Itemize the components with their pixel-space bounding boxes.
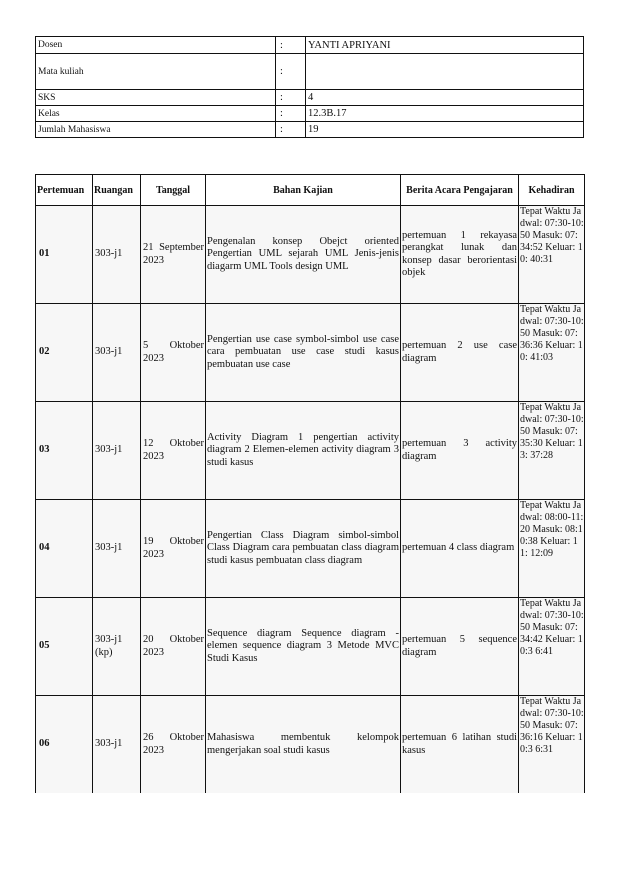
table-row — [36, 402, 585, 500]
table-row — [36, 206, 585, 304]
cell-berita-acara: pertemuan 3 activity diagram — [401, 402, 519, 500]
separator: : — [276, 54, 306, 90]
cell-ruangan: 303-j1 (kp) — [93, 598, 141, 696]
cell-ruangan: 303-j1 — [93, 304, 141, 402]
header-bahan-kajian: Bahan Kajian — [206, 175, 401, 206]
cell-kehadiran: Tepat Waktu Jadwal: 07:30-10:50 Masuk: 07: 36:36 Keluar: 10: 41:03 — [519, 304, 585, 402]
cell-bahan-kajian: Pengenalan konsep Obejct oriented Pengertian UML sejarah UML Jenis-jenis diagarm UML Tools design UML — [206, 206, 401, 304]
kelas-value: 12.3B.17 — [306, 106, 584, 122]
cell-berita-acara: pertemuan 2 use case diagram — [401, 304, 519, 402]
cell-berita-acara: pertemuan 5 sequence diagram — [401, 598, 519, 696]
separator: : — [276, 106, 306, 122]
cell-berita-acara: pertemuan 6 latihan studi kasus — [401, 696, 519, 794]
jumlah-label: Jumlah Mahasiswa — [36, 122, 276, 138]
separator: : — [276, 122, 306, 138]
info-row-kelas — [36, 106, 584, 122]
header-kehadiran: Kehadiran — [519, 175, 585, 206]
kelas-label: Kelas — [36, 106, 276, 122]
info-row-jumlah — [36, 122, 584, 138]
cell-ruangan: 303-j1 — [93, 696, 141, 794]
header-ruangan: Ruangan — [93, 175, 141, 206]
cell-tanggal: 19 Oktober 2023 — [141, 500, 206, 598]
cell-kehadiran: Tepat Waktu Jadwal: 08:00-11:20 Masuk: 08:1 0:38 Keluar: 11: 12:09 — [519, 500, 585, 598]
header-pertemuan: Pertemuan — [36, 175, 93, 206]
cell-pertemuan: 06 — [36, 696, 93, 794]
cell-bahan-kajian: Activity Diagram 1 pengertian activity diagram 2 Elemen-elemen activity diagram 3 studi kasus — [206, 402, 401, 500]
cell-tanggal: 26 Oktober 2023 — [141, 696, 206, 794]
sks-label: SKS — [36, 90, 276, 106]
sks-value: 4 — [306, 90, 584, 106]
matkul-value — [306, 54, 584, 90]
table-row — [36, 304, 585, 402]
separator: : — [276, 37, 306, 54]
table-row — [36, 598, 585, 696]
cell-bahan-kajian: Pengertian use case symbol-simbol use case cara pembuatan use case studi kasus pembuatan use case — [206, 304, 401, 402]
cell-kehadiran: Tepat Waktu Jadwal: 07:30-10:50 Masuk: 07: 36:16 Keluar: 10:3 6:31 — [519, 696, 585, 794]
info-row-matkul — [36, 54, 584, 90]
table-row — [36, 696, 585, 794]
cell-pertemuan: 04 — [36, 500, 93, 598]
cell-ruangan: 303-j1 — [93, 402, 141, 500]
separator: : — [276, 90, 306, 106]
cell-berita-acara: pertemuan 1 rekayasa perangkat lunak dan konsep dasar berorientasi objek — [401, 206, 519, 304]
table-row — [36, 500, 585, 598]
cell-pertemuan: 02 — [36, 304, 93, 402]
dosen-label: Dosen — [36, 37, 276, 54]
course-info-table — [35, 36, 584, 138]
header-tanggal: Tanggal — [141, 175, 206, 206]
cell-ruangan: 303-j1 — [93, 500, 141, 598]
cell-tanggal: 5 Oktober 2023 — [141, 304, 206, 402]
cell-tanggal: 12 Oktober 2023 — [141, 402, 206, 500]
cell-pertemuan: 05 — [36, 598, 93, 696]
info-row-dosen — [36, 37, 584, 54]
cell-ruangan: 303-j1 — [93, 206, 141, 304]
attendance-table — [35, 174, 585, 793]
cell-bahan-kajian: Mahasiswa membentuk kelompok mengerjakan soal studi kasus — [206, 696, 401, 794]
dosen-value: YANTI APRIYANI — [306, 37, 584, 54]
jumlah-value: 19 — [306, 122, 584, 138]
cell-tanggal: 21 September 2023 — [141, 206, 206, 304]
header-berita-acara: Berita Acara Pengajaran — [401, 175, 519, 206]
table-header-row — [36, 175, 585, 206]
cell-kehadiran: Tepat Waktu Jadwal: 07:30-10:50 Masuk: 07: 35:30 Keluar: 13: 37:28 — [519, 402, 585, 500]
cell-tanggal: 20 Oktober 2023 — [141, 598, 206, 696]
cell-kehadiran: Tepat Waktu Jadwal: 07:30-10:50 Masuk: 07: 34:42 Keluar: 10:3 6:41 — [519, 598, 585, 696]
matkul-label: Mata kuliah — [36, 54, 276, 90]
cell-berita-acara: pertemuan 4 class diagram — [401, 500, 519, 598]
cell-pertemuan: 01 — [36, 206, 93, 304]
cell-kehadiran: Tepat Waktu Jadwal: 07:30-10:50 Masuk: 07: 34:52 Keluar: 10: 40:31 — [519, 206, 585, 304]
cell-bahan-kajian: Sequence diagram Sequence diagram -elemen sequence diagram 3 Metode MVC Studi Kasus — [206, 598, 401, 696]
info-row-sks — [36, 90, 584, 106]
cell-bahan-kajian: Pengertian Class Diagram simbol-simbol Class Diagram cara pembuatan class diagram studi kasus pembuatan class diagram — [206, 500, 401, 598]
cell-pertemuan: 03 — [36, 402, 93, 500]
